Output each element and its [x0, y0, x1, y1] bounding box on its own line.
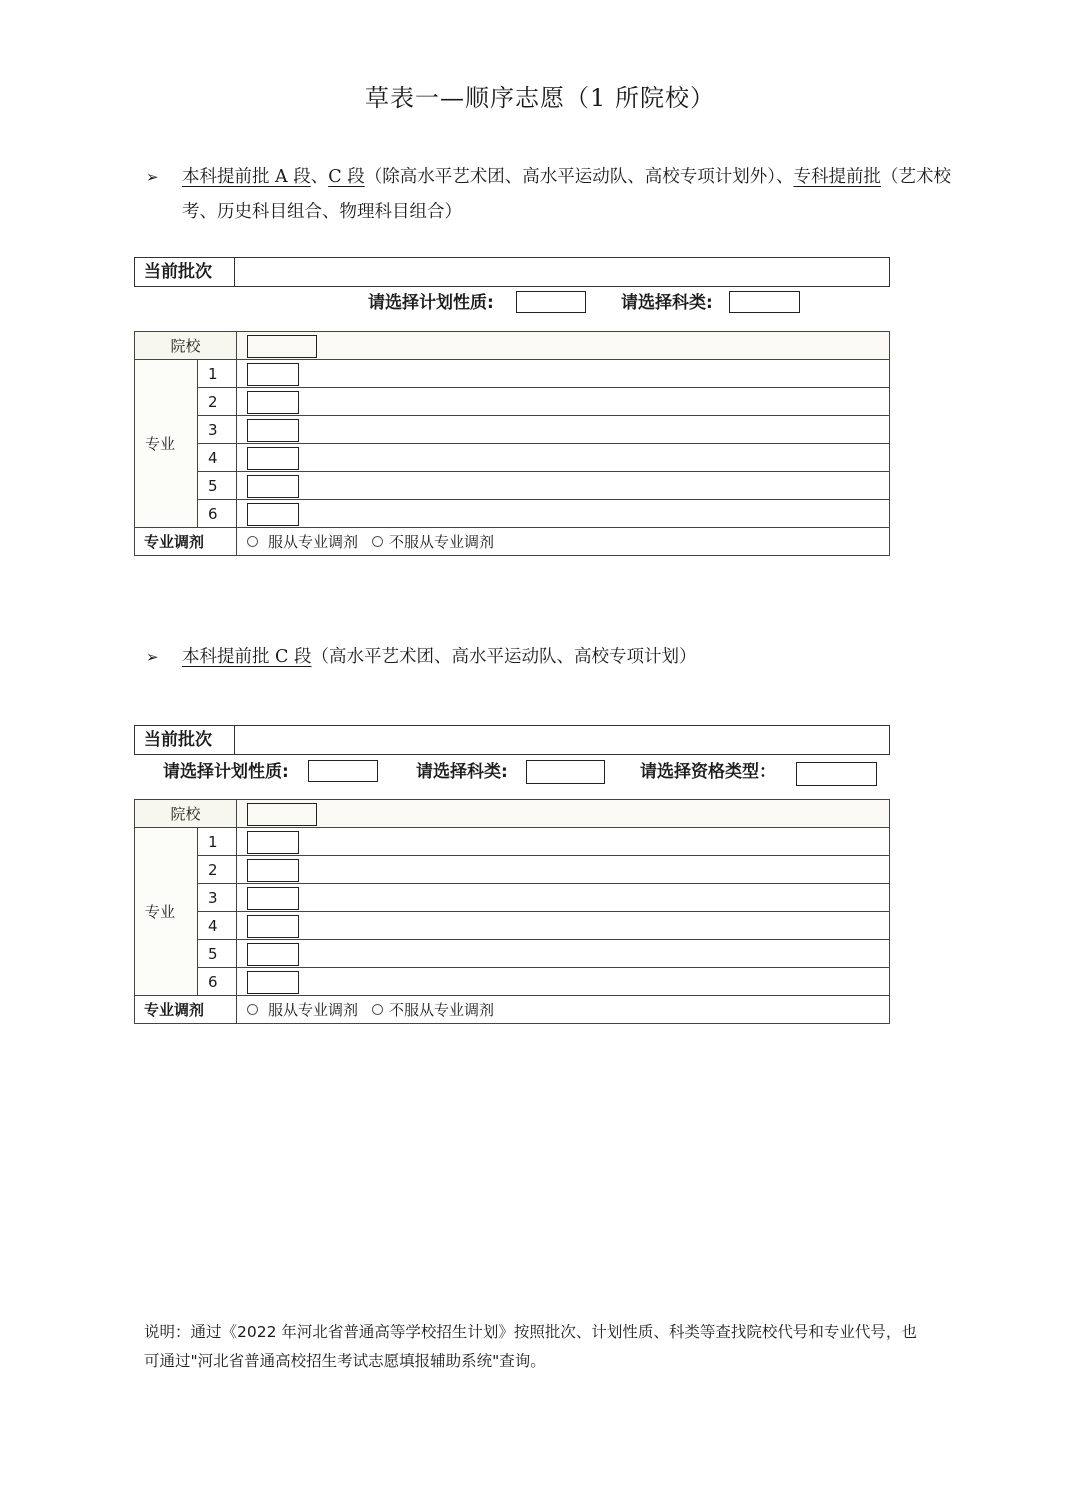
table-row — [135, 444, 890, 472]
major-number: 2 — [198, 388, 237, 416]
accept-adjust-radio[interactable] — [247, 536, 258, 547]
major-number: 2 — [198, 856, 237, 884]
reject-adjust-radio[interactable] — [372, 536, 383, 547]
major-code-input-1[interactable] — [247, 363, 299, 386]
footnote-line-1: 说明：通过《2022 年河北省普通高等学校招生计划》按照批次、计划性质、科类等查找院校代号和专业代号，也 — [144, 1323, 917, 1341]
major-number: 1 — [198, 828, 237, 856]
section1-plan-type-label: 请选择计划性质: — [368, 293, 494, 313]
section2-subject-select[interactable] — [526, 760, 605, 784]
section1-link-junior-college[interactable]: 专科提前批 — [793, 167, 881, 187]
table-row — [135, 360, 890, 388]
school-label: 院校 — [135, 332, 237, 360]
section1-description: 本科提前批 A 段、C 段（除高水平艺术团、高水平运动队、高校专项计划外）、专科提前批（艺术校考、历史科目组合、物理科目组合） — [182, 167, 951, 222]
table-row — [135, 856, 890, 884]
section1-link-c[interactable]: C 段 — [328, 167, 365, 187]
major-code-input-3[interactable] — [247, 419, 299, 442]
major-number: 4 — [198, 444, 237, 472]
major-code-input-5[interactable] — [247, 475, 299, 498]
table-row — [135, 940, 890, 968]
table-row — [135, 500, 890, 528]
section2-description: 本科提前批 C 段（高水平艺术团、高水平运动队、高校专项计划） — [182, 647, 697, 667]
table-row — [135, 416, 890, 444]
major-number: 6 — [198, 968, 237, 996]
footnote — [144, 1318, 949, 1376]
table-row — [135, 884, 890, 912]
major-number: 4 — [198, 912, 237, 940]
footnote-line-2: 可通过"河北省普通高校招生考试志愿填报辅助系统"查询。 — [144, 1352, 546, 1370]
major-number: 3 — [198, 884, 237, 912]
table-row — [135, 800, 890, 828]
section2-plan-type-select[interactable] — [308, 760, 378, 782]
major-code-input-2[interactable] — [247, 391, 299, 414]
bullet-arrow-icon: ➢ — [146, 648, 159, 666]
table-row — [135, 828, 890, 856]
table-row — [135, 528, 890, 556]
section1-subject-select[interactable] — [729, 291, 800, 313]
accept-adjust-label[interactable]: 服从专业调剂 — [268, 1001, 359, 1019]
school-label: 院校 — [135, 800, 237, 828]
reject-adjust-label[interactable]: 不服从专业调剂 — [389, 1001, 495, 1019]
section2-qualification-label: 请选择资格类型： — [640, 762, 776, 782]
section1-subject-label: 请选择科类: — [621, 293, 713, 313]
table-row — [135, 912, 890, 940]
section2-volunteer-table — [134, 799, 890, 1024]
section1-link-undergrad-a[interactable]: 本科提前批 A 段 — [182, 167, 311, 187]
section2-subject-label: 请选择科类: — [416, 762, 508, 782]
bullet-arrow-icon: ➢ — [146, 168, 159, 186]
section1-volunteer-table — [134, 331, 890, 556]
table-row — [135, 388, 890, 416]
page-title: 草表一—顺序志愿（1 所院校） — [365, 84, 715, 112]
current-batch-label: 当前批次 — [135, 258, 235, 286]
major-number: 6 — [198, 500, 237, 528]
major-code-input-2[interactable] — [247, 859, 299, 882]
accept-adjust-radio[interactable] — [247, 1004, 258, 1015]
major-number: 3 — [198, 416, 237, 444]
adjust-label: 专业调剂 — [135, 996, 237, 1024]
major-number: 5 — [198, 940, 237, 968]
school-code-input[interactable] — [247, 335, 317, 358]
table-row — [135, 332, 890, 360]
section2-qualification-select[interactable] — [796, 762, 877, 786]
adjust-options — [237, 531, 889, 552]
adjust-label: 专业调剂 — [135, 528, 237, 556]
reject-adjust-radio[interactable] — [372, 1004, 383, 1015]
accept-adjust-label[interactable]: 服从专业调剂 — [268, 533, 359, 551]
table-row — [135, 996, 890, 1024]
table-row — [135, 472, 890, 500]
school-code-input[interactable] — [247, 803, 317, 826]
major-code-input-6[interactable] — [247, 503, 299, 526]
major-code-input-4[interactable] — [247, 447, 299, 470]
adjust-options — [237, 999, 889, 1020]
reject-adjust-label[interactable]: 不服从专业调剂 — [389, 533, 495, 551]
major-code-input-5[interactable] — [247, 943, 299, 966]
section1-current-batch — [134, 257, 890, 287]
major-code-input-1[interactable] — [247, 831, 299, 854]
table-row — [135, 968, 890, 996]
major-number: 1 — [198, 360, 237, 388]
current-batch-label: 当前批次 — [135, 726, 235, 754]
major-label: 专业 — [135, 360, 198, 528]
section1-plan-type-select[interactable] — [516, 291, 586, 313]
section2-link-undergrad-c[interactable]: 本科提前批 C 段 — [182, 647, 312, 667]
major-label: 专业 — [135, 828, 198, 996]
section2-plan-type-label: 请选择计划性质: — [163, 762, 289, 782]
major-code-input-3[interactable] — [247, 887, 299, 910]
major-code-input-6[interactable] — [247, 971, 299, 994]
section2-current-batch — [134, 725, 890, 755]
major-number: 5 — [198, 472, 237, 500]
major-code-input-4[interactable] — [247, 915, 299, 938]
